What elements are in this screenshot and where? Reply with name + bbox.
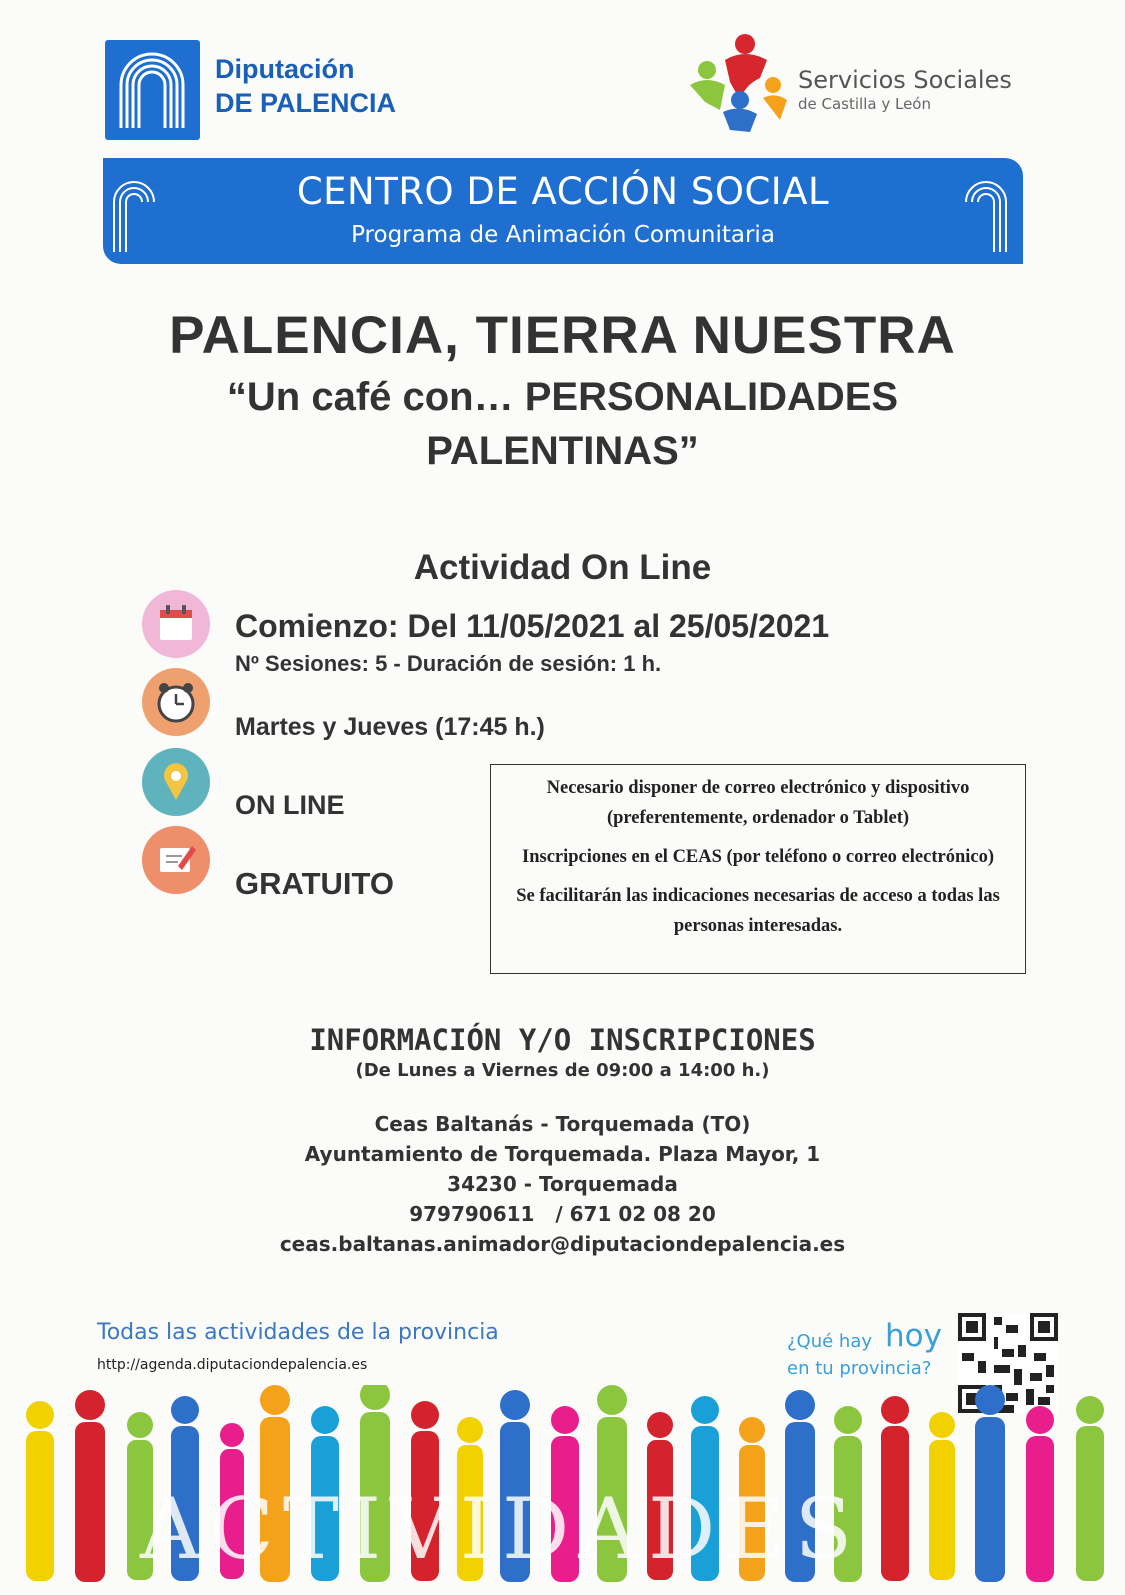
info-access: Se facilitarán las indicaciones necesarias de acceso a todas las personas interesadas. — [516, 886, 1000, 936]
contact-ceas: Ceas Baltanás - Torquemada (TO) — [374, 1112, 751, 1136]
location-pin-icon — [142, 748, 210, 816]
footer-tagline: Todas las actividades de la provincia — [97, 1320, 499, 1345]
servicios-sociales-title: Servicios Sociales — [798, 66, 1012, 94]
calendar-icon — [142, 590, 210, 658]
precio: GRATUITO — [235, 866, 395, 901]
sesiones-info: Nº Sesiones: 5 - Duración de sesión: 1 h. — [235, 651, 662, 676]
en-tu-provincia-text: en tu provincia? — [787, 1358, 932, 1379]
servicios-sociales-subtitle: de Castilla y León — [798, 95, 931, 113]
footer-url-link[interactable]: http://agenda.diputaciondepalencia.es — [97, 1357, 368, 1373]
activity-type: Actividad On Line — [413, 548, 712, 587]
servicios-sociales-logo — [685, 30, 795, 135]
banner-title: CENTRO DE ACCIÓN SOCIAL — [296, 170, 830, 213]
contact-address: Ayuntamiento de Torquemada. Plaza Mayor, 1 — [304, 1142, 821, 1166]
contact-phones: 979790611 / 671 02 08 20 — [409, 1202, 716, 1226]
contact-email[interactable]: ceas.baltanas.animador@diputaciondepalencia.es — [279, 1232, 846, 1256]
diputacion-logo — [105, 40, 200, 140]
contact-heading: INFORMACIÓN Y/O INSCRIPCIONES — [309, 1023, 816, 1057]
event-subtitle-line2: PALENTINAS” — [426, 429, 699, 473]
que-hay-text: ¿Qué hay — [787, 1331, 873, 1352]
actividades-overlay-text: ACTIVIDADES — [140, 1480, 862, 1578]
hoy-text: hoy — [885, 1318, 942, 1354]
event-title: PALENCIA, TIERRA NUESTRA — [169, 306, 956, 365]
contact-hours: (De Lunes a Viernes de 09:00 a 14:00 h.) — [355, 1060, 770, 1081]
info-inscripciones: Inscripciones en el CEAS (por teléfono o correo electrónico) — [522, 847, 994, 867]
contact-postal: 34230 - Torquemada — [447, 1172, 678, 1196]
diputacion-name — [215, 52, 396, 120]
document-pencil-icon — [142, 826, 210, 894]
info-box — [490, 764, 1026, 974]
diputacion-line2: DE PALENCIA — [215, 88, 397, 118]
info-requirements: Necesario disponer de correo electrónico y dispositivo (preferentemente, ordenador o Tablet) — [546, 778, 970, 828]
diputacion-line1: Diputación — [215, 54, 355, 84]
banner-subtitle: Programa de Animación Comunitaria — [351, 222, 775, 248]
lugar: ON LINE — [235, 790, 345, 820]
clock-icon — [142, 668, 210, 736]
comienzo-dates: Comienzo: Del 11/05/2021 al 25/05/2021 — [235, 608, 830, 644]
event-subtitle — [0, 370, 1125, 478]
event-subtitle-line1: “Un café con… PERSONALIDADES — [226, 375, 899, 419]
horario: Martes y Jueves (17:45 h.) — [235, 713, 545, 741]
